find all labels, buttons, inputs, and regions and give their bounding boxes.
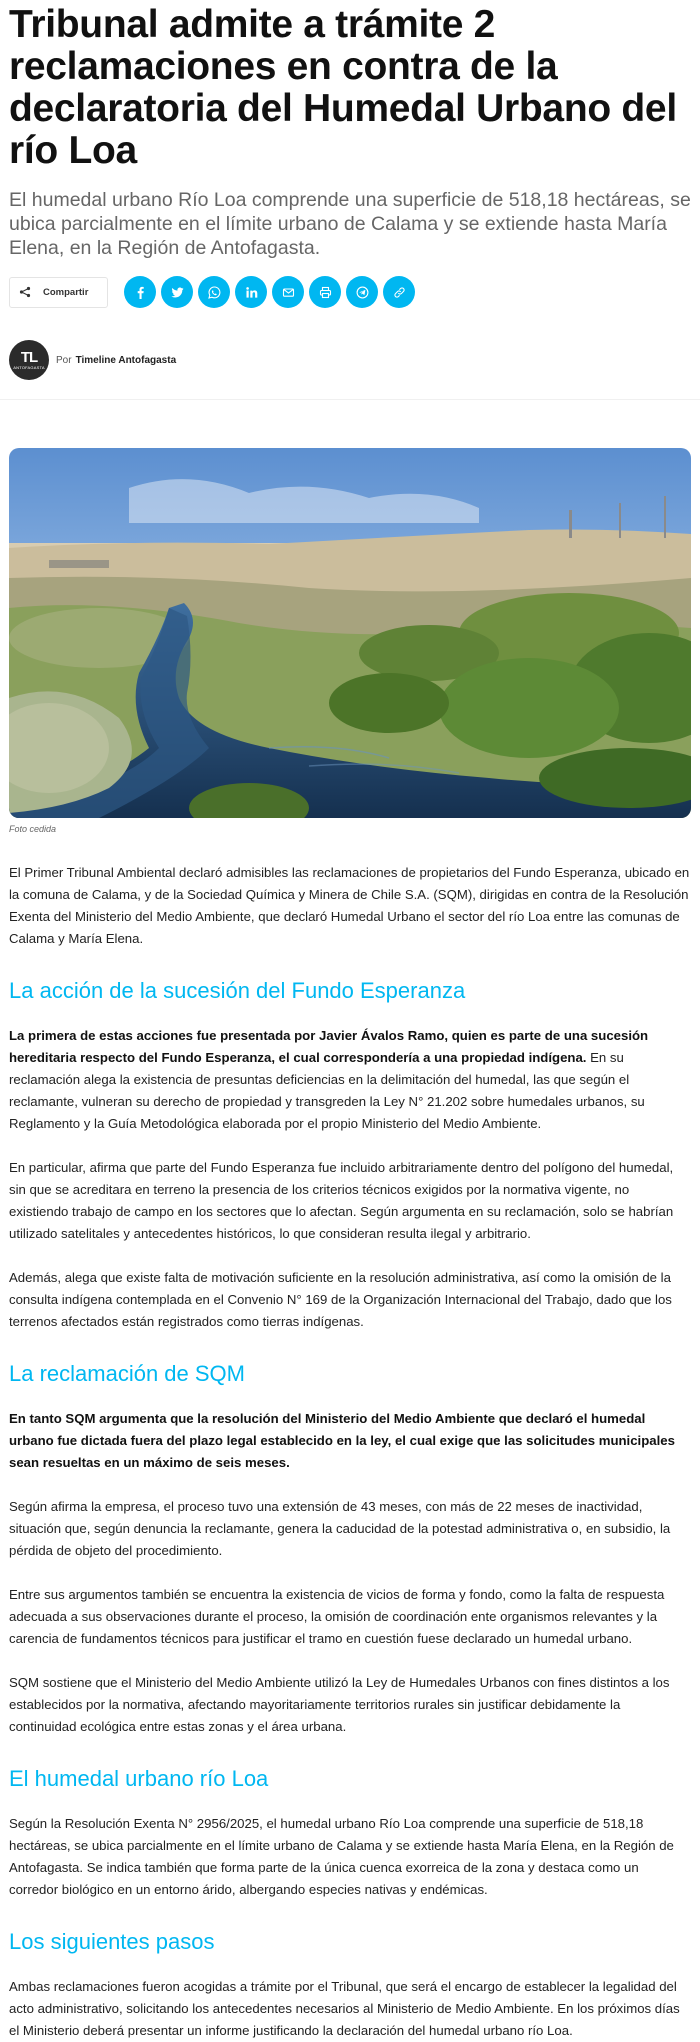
paragraph-lead: La primera de estas acciones fue presentada por Javier Ávalos Ramo, quien es parte de una sucesión hereditaria respecto del Fundo Esperanza, el cual correspondería a una propiedad indígena.: [9, 1028, 649, 1065]
linkedin-icon: [245, 286, 258, 299]
paragraph: Además, alega que existe falta de motivación suficiente en la resolución administrativa, así como la omisión de la consulta indígena contemplada en el Convenio N° 169 de la Organización Internacional del Trabajo, dado que los terrenos afectados están registrados como tierras indígenas.: [9, 1270, 672, 1329]
telegram-icon: [356, 286, 369, 299]
share-icon: [19, 286, 31, 298]
whatsapp-icon: [208, 286, 221, 299]
article-title: Tribunal admite a trámite 2 reclamaciones en contra de la declaratoria del Humedal Urbano del río Loa: [9, 3, 677, 172]
share-label: Compartir: [43, 286, 89, 298]
share-facebook-button[interactable]: [124, 276, 156, 308]
paragraph: SQM sostiene que el Ministerio del Medio Ambiente utilizó la Ley de Humedales Urbanos con fines distintos a los establecidos por la normativa, afectando mayoritariamente territorios rurales sin justificar debidamente la continuidad ecológica entre estas zonas y el área urbana.: [9, 1675, 670, 1734]
paragraph: En particular, afirma que parte del Fundo Esperanza fue incluido arbitrariamente dentro del polígono del humedal, sin que se acreditara en terreno la presencia de los criterios técnicos exigidos por la normativa vigente, no existiendo trabajo de campo en los sectores que lo afectan. Según argumenta en su reclamación, solo se habrían utilizado satelitales y antecedentes históricos, lo que consideran resulta ilegal y arbitrario.: [9, 1160, 674, 1241]
link-icon: [393, 286, 406, 299]
share-print-button[interactable]: [309, 276, 341, 308]
paragraph: [9, 1408, 691, 1474]
share-button[interactable]: [9, 277, 108, 308]
mail-icon: [282, 286, 295, 299]
author-byline: [0, 339, 700, 381]
share-whatsapp-button[interactable]: [198, 276, 230, 308]
image-caption: Foto cedida: [9, 824, 57, 834]
paragraph: Entre sus argumentos también se encuentra la existencia de vicios de forma y fondo, como la falta de respuesta adecuada a sus observaciones durante el proceso, la omisión de coordinación ente organismos relevantes y la carencia de fundamentos técnicos para justificar el tramo en cuestión fuese declarado un humedal urbano.: [9, 1587, 665, 1646]
paragraph: El Primer Tribunal Ambiental declaró admisibles las reclamaciones de propietarios del Fundo Esperanza, ubicado en la comuna de Calama, y de la Sociedad Química y Minera de Chile S.A. (SQM), dirigidas en contra de la Resolución Exenta del Ministerio del Medio Ambiente, que declaró Humedal Urbano el sector del río Loa entre las comunas de Calama y María Elena.: [9, 865, 690, 946]
river-wetland-photo: [9, 448, 691, 818]
article-body: [0, 862, 700, 2042]
share-linkedin-button[interactable]: [235, 276, 267, 308]
share-email-button[interactable]: [272, 276, 304, 308]
author-name-link[interactable]: Timeline Antofagasta: [75, 354, 177, 366]
section-heading: Los siguientes pasos: [9, 1929, 215, 1954]
article-subtitle: El humedal urbano Río Loa comprende una superficie de 518,18 hectáreas, se ubica parcialmente en el límite urbano de Calama y se extiende hasta María Elena, en la Región de Antofagasta.: [9, 189, 691, 259]
copy-link-button[interactable]: [383, 276, 415, 308]
avatar-letters: TL: [20, 348, 38, 366]
author-prefix: Por: [56, 354, 72, 366]
paragraph: [9, 1025, 691, 1135]
paragraph-rest: En su reclamación alega la existencia de presuntas deficiencias en la delimitación del humedal, las que según el reclamante, vulneran su derecho de propiedad y transgreden la Ley N° 21.202 sobre humedales urbanos, su Reglamento y la Guía Metodológica elaborada por el propio Ministerio del Medio Ambiente.: [9, 1050, 645, 1131]
paragraph: Ambas reclamaciones fueron acogidas a trámite por el Tribunal, que será el encargo de establecer la legalidad del acto administrativo, solicitando los antecedentes necesarios al Ministerio de Medio Ambiente. En los próximos días el Ministerio deberá presentar un informe justificando la declaración del humedal urbano río Loa.: [9, 1979, 680, 2038]
author-avatar[interactable]: [9, 340, 49, 380]
share-telegram-button[interactable]: [346, 276, 378, 308]
article-image: [9, 448, 691, 818]
paragraph: Según afirma la empresa, el proceso tuvo una extensión de 43 meses, con más de 22 meses de inactividad, situación que, según denuncia la reclamante, genera la caducidad de la potestad administrativa o, en subsidio, la pérdida de objeto del procedimiento.: [9, 1499, 671, 1558]
print-icon: [319, 286, 332, 299]
social-share-list: [124, 276, 420, 308]
paragraph-lead: En tanto SQM argumenta que la resolución del Ministerio del Medio Ambiente que declaró el humedal urbano fue dictada fuera del plazo legal establecido en la ley, el cual exige que las solicitudes municipales sean resueltas en un máximo de seis meses.: [9, 1411, 675, 1470]
section-heading: La reclamación de SQM: [9, 1361, 245, 1386]
avatar-text: ANTOFAGASTA: [13, 364, 45, 370]
twitter-icon: [171, 286, 184, 299]
share-twitter-button[interactable]: [161, 276, 193, 308]
header-divider: [0, 399, 700, 400]
share-bar: [0, 274, 700, 310]
section-heading: La acción de la sucesión del Fundo Esperanza: [9, 978, 466, 1003]
facebook-icon: [134, 286, 147, 299]
section-heading: El humedal urbano río Loa: [9, 1766, 269, 1791]
paragraph: Según la Resolución Exenta N° 2956/2025, el humedal urbano Río Loa comprende una superficie de 518,18 hectáreas, se ubica parcialmente en el límite urbano de Calama y se extiende hasta María Elena, en la Región de Antofagasta. Se indica también que forma parte de la única cuenca exorreica de la zona y destaca como un corredor biológico en un entorno árido, albergando especies nativas y endémicas.: [9, 1816, 674, 1897]
